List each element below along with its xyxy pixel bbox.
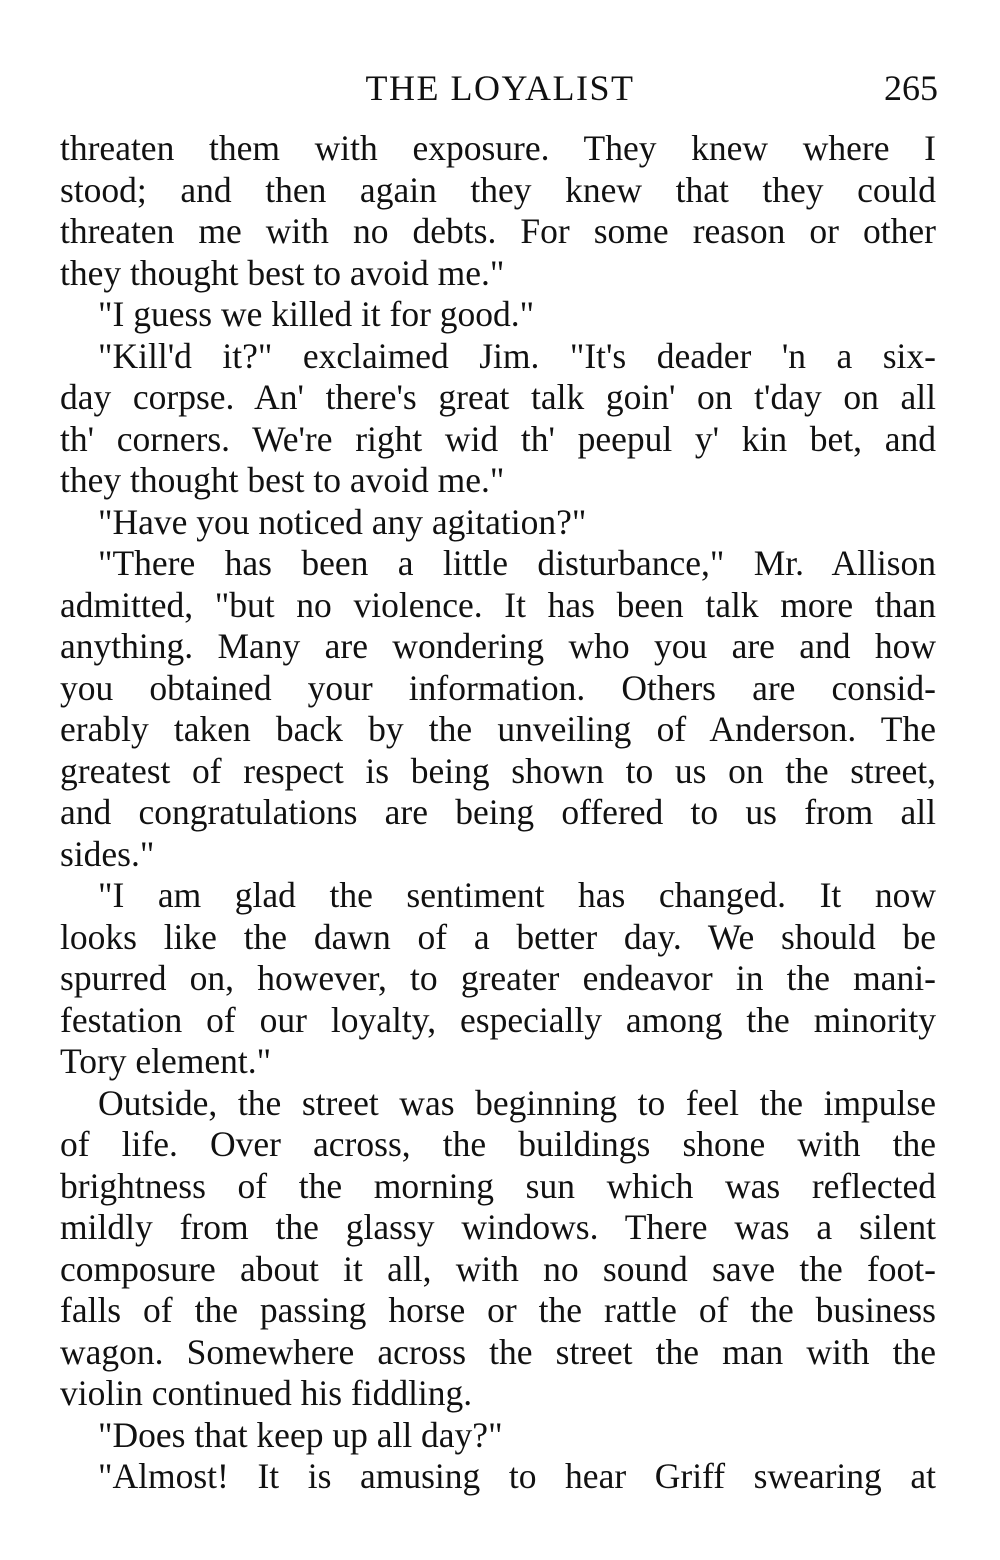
text-line: th' corners. We're right wid th' peepul y' kin bet, and bbox=[60, 418, 936, 459]
paragraph bbox=[60, 1415, 936, 1457]
text-line: and congratulations are being offered to us from all bbox=[60, 792, 936, 832]
text-line: Tory element." bbox=[60, 1041, 272, 1081]
text-line: "I guess we killed it for good." bbox=[98, 294, 535, 334]
paragraph bbox=[60, 502, 936, 544]
text-line: they thought best to avoid me." bbox=[60, 252, 505, 293]
text-line: you obtained your information. Others are consid- bbox=[60, 667, 936, 708]
text-line: erably taken back by the unveiling of Anderson. The bbox=[60, 709, 936, 749]
body-text bbox=[60, 128, 936, 1498]
text-line: wagon. Somewhere across the street the man with the bbox=[60, 1331, 936, 1372]
text-line: anything. Many are wondering who you are and how bbox=[60, 626, 936, 666]
text-line: "Kill'd it?" exclaimed Jim. "It's deader 'n a six- bbox=[98, 335, 936, 376]
text-line: looks like the dawn of a better day. We should be bbox=[60, 916, 936, 957]
paragraph bbox=[60, 543, 936, 875]
text-line: "Does that keep up all day?" bbox=[98, 1414, 503, 1455]
paragraph bbox=[60, 1456, 936, 1498]
text-line: mildly from the glassy windows. There was a silent bbox=[60, 1207, 936, 1247]
text-line: they thought best to avoid me." bbox=[60, 460, 505, 500]
text-line: threaten them with exposure. They knew where I bbox=[60, 128, 936, 168]
paragraph bbox=[60, 1083, 936, 1415]
text-line: day corpse. An' there's great talk goin' on t'day on all bbox=[60, 377, 936, 417]
text-line: "There has been a little disturbance," Mr. Allison bbox=[98, 543, 936, 583]
text-line: admitted, "but no violence. It has been talk more than bbox=[60, 584, 936, 625]
text-line: festation of our loyalty, especially among the minority bbox=[60, 999, 936, 1040]
text-line: spurred on, however, to greater endeavor in the mani- bbox=[60, 958, 936, 998]
text-line: stood; and then again they knew that they could bbox=[60, 169, 936, 210]
text-line: falls of the passing horse or the rattle of the business bbox=[60, 1290, 936, 1330]
paragraph bbox=[60, 336, 936, 502]
paragraph bbox=[60, 128, 936, 294]
text-line: greatest of respect is being shown to us on the street, bbox=[60, 750, 936, 791]
text-line: "I am glad the sentiment has changed. It now bbox=[98, 875, 936, 915]
running-title: THE LOYALIST bbox=[365, 68, 635, 108]
text-line: brightness of the morning sun which was reflected bbox=[60, 1165, 936, 1206]
text-line: "Almost! It is amusing to hear Griff swearing at bbox=[98, 1456, 936, 1496]
paragraph bbox=[60, 294, 936, 336]
running-head bbox=[60, 66, 940, 110]
text-line: violin continued his fiddling. bbox=[60, 1373, 473, 1413]
text-line: "Have you noticed any agitation?" bbox=[98, 501, 587, 542]
text-line: composure about it all, with no sound save the foot- bbox=[60, 1248, 936, 1289]
text-line: sides." bbox=[60, 833, 155, 874]
paragraph bbox=[60, 875, 936, 1083]
text-line: of life. Over across, the buildings shone with the bbox=[60, 1124, 936, 1164]
text-line: Outside, the street was beginning to feel the impulse bbox=[98, 1082, 936, 1123]
page-number: 265 bbox=[884, 68, 938, 108]
text-line: threaten me with no debts. For some reason or other bbox=[60, 211, 936, 251]
